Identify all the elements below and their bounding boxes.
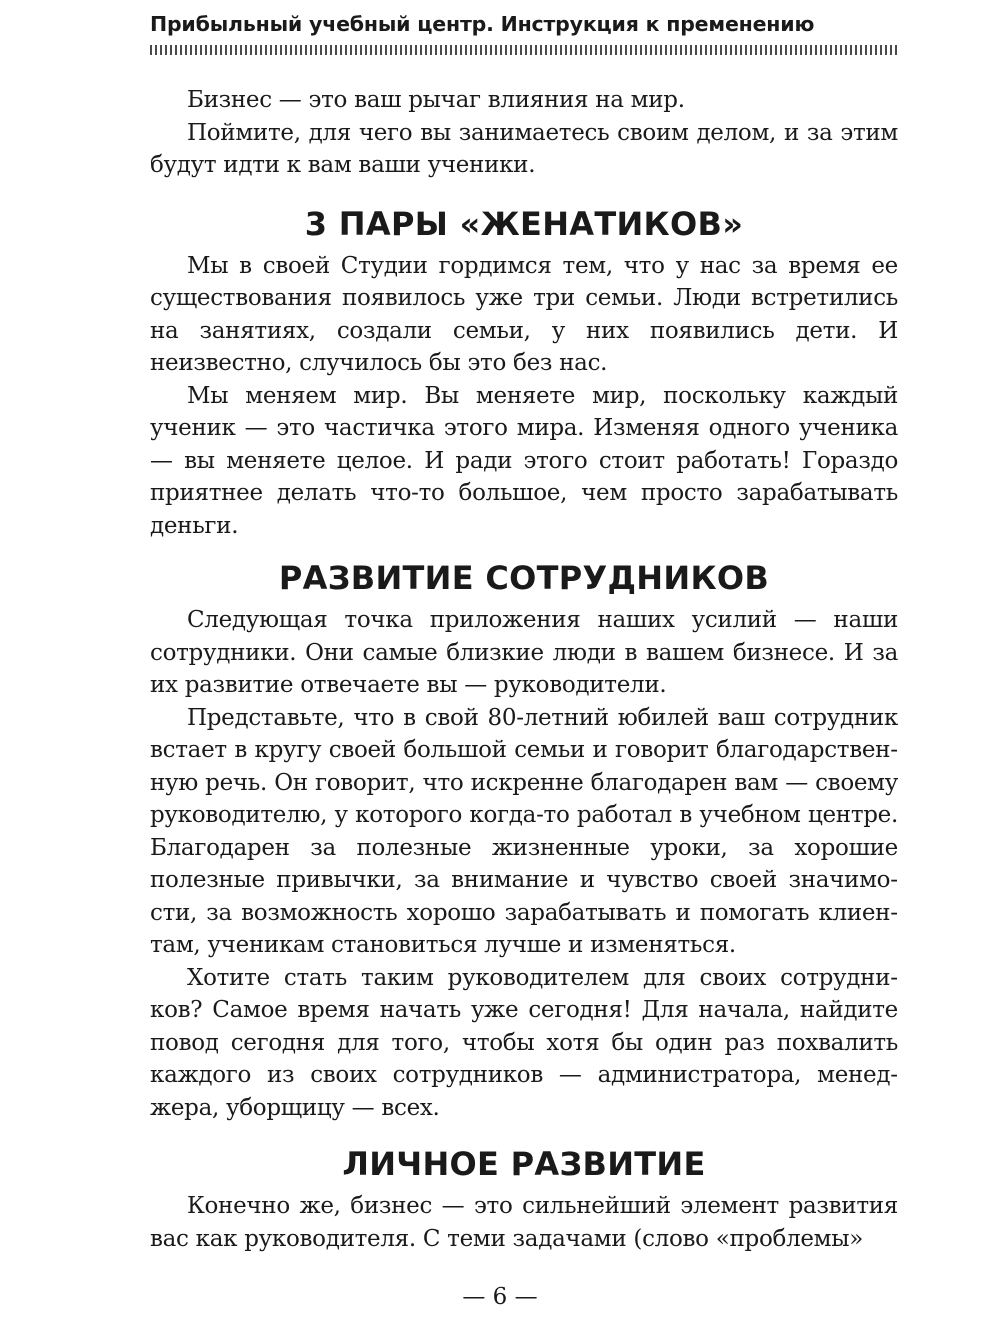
paragraph: Хотите стать таким руководителем для своих сотрудников? Самое время начать уже сегодня! Для начала, найдите повод сегодня для того, чтобы хотя бы один раз похвалить каждого из своих сотрудников — администратора, менеджера, уборщицу — всех.	[150, 964, 898, 1121]
paragraph: Конечно же, бизнес — это сильнейший элемент развития вас как руководителя. С теми задачами (слово «проблемы»	[150, 1193, 898, 1252]
running-header-title: Прибыльный учебный центр. Инструкция к пременению	[150, 12, 815, 36]
section-heading-couples: 3 ПАРЫ «ЖЕНАТИКОВ»	[304, 204, 744, 243]
section-heading-staff-development: РАЗВИТИЕ СОТРУДНИКОВ	[278, 559, 770, 597]
paragraph: Следующая точка приложения наших усилий — наши сотрудники. Они самые близкие люди в вашем бизнесе. И за их развитие отвечаете вы — руководители.	[150, 607, 898, 698]
paragraph: Поймите, для чего вы занимаетесь своим делом, и за этим будут идти к вам ваши ученики.	[150, 119, 898, 178]
paragraph: Представьте, что в свой 80-летний юбилей ваш сотрудник встает в кругу своей большой семьи и говорит благодарственную речь. Он говорит, что искренне благодарен вам — своему руководителю, у которого когда-то работал в учебном центре. Благодарен за полезные жизненные уроки, за хорошие полезные привычки, за внимание и чувство своей значимости, за возможность хорошо зарабатывать и помогать клиентам, ученикам становиться лучше и изменяться.	[150, 704, 898, 958]
paragraph: Мы в своей Студии гордимся тем, что у нас за время ее существования появилось уже три семьи. Люди встретились на занятиях, создали семьи, у них появились дети. И неизвестно, случилось бы это без нас.	[150, 252, 898, 376]
header-dotted-rule	[150, 45, 898, 55]
page-body	[150, 84, 898, 1255]
page-number: — 6 —	[462, 1284, 538, 1310]
paragraph: Мы меняем мир. Вы меняете мир, поскольку каждый ученик — это частичка этого мира. Изменяя одного ученика — вы меняете целое. И ради этого стоит работать! Гораздо приятнее делать что-то большое, чем просто зарабатывать деньги.	[150, 382, 898, 539]
paragraph: Бизнес — это ваш рычаг влияния на мир.	[187, 87, 685, 113]
section-heading-personal-development: ЛИЧНОЕ РАЗВИТИЕ	[342, 1145, 706, 1183]
